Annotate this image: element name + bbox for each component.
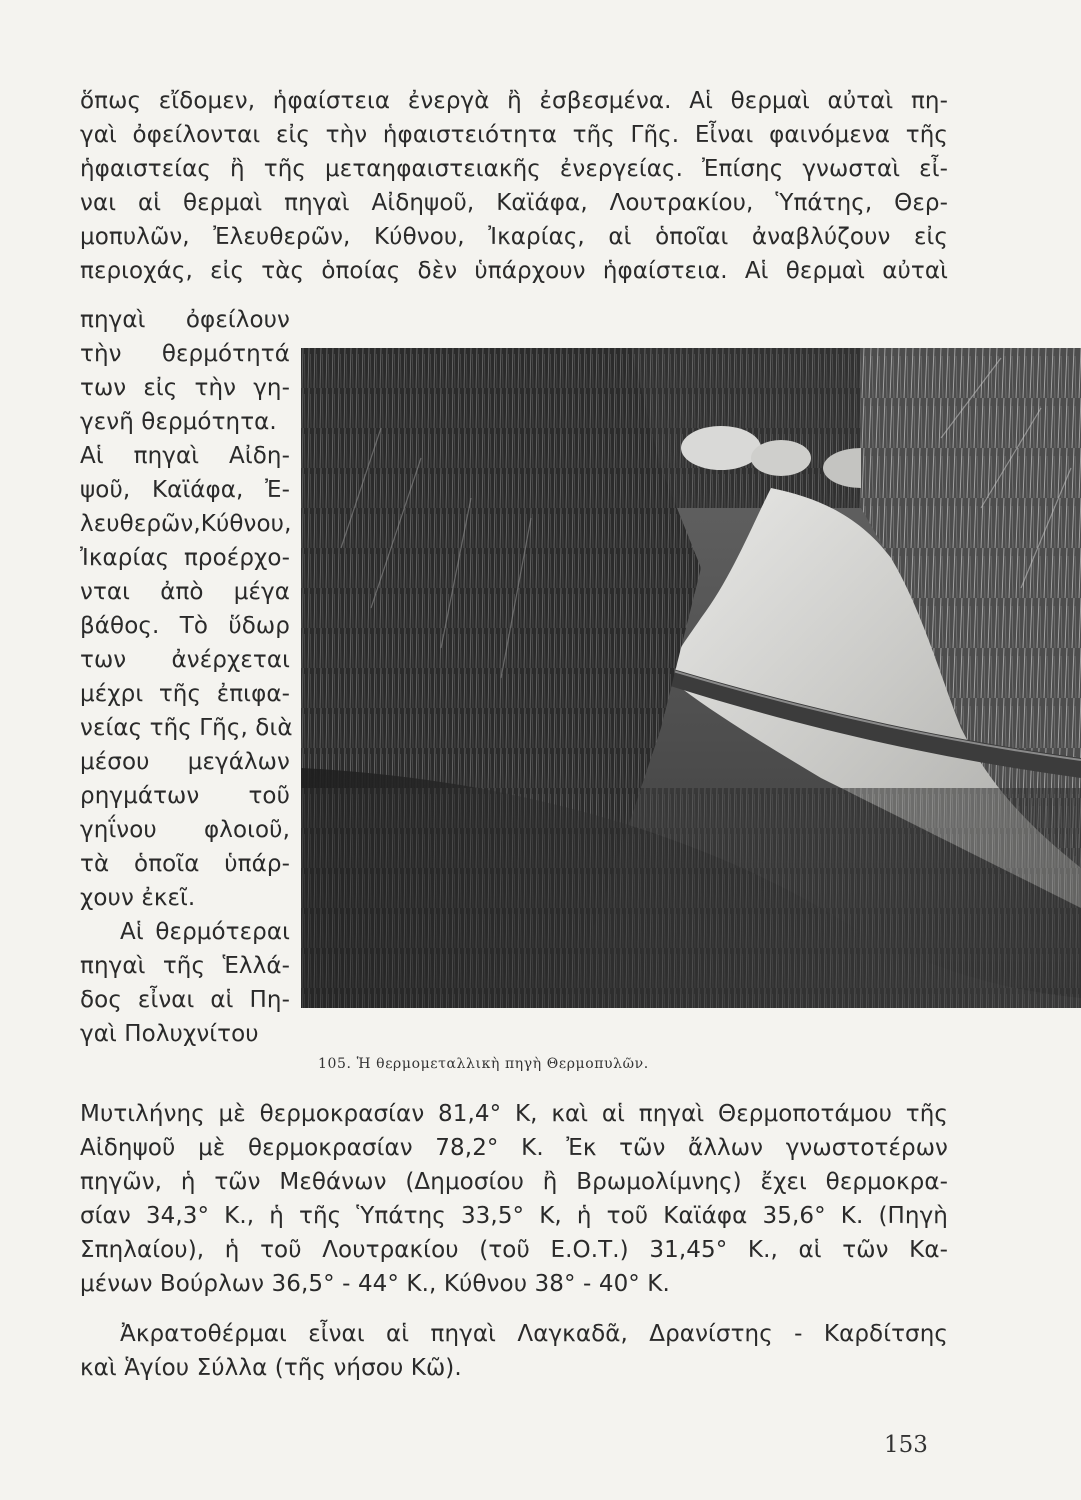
body-line: μένων Βούρλων 36,5° - 44° Κ., Κύθνου 38° - 40° Κ. xyxy=(80,1271,670,1297)
side-line: νται ἀπὸ μέγα xyxy=(80,579,290,605)
body-line: Ἀκρατοθέρμαι εἶναι αἱ πηγαὶ Λαγκαδᾶ, Δρανίστης - Καρδίτσης xyxy=(120,1321,948,1347)
side-line: ψοῦ, Καϊάφα, Ἐ- xyxy=(80,477,290,503)
side-line: χουν ἐκεῖ. xyxy=(80,885,196,911)
body-line: μοπυλῶν, Ἐλευθερῶν, Κύθνου, Ἰκαρίας, αἱ ὁποῖαι ἀναβλύζουν εἰς xyxy=(80,224,948,250)
side-line: γηΐνου φλοιοῦ, xyxy=(80,817,290,843)
side-line: μέσου μεγάλων xyxy=(80,749,290,775)
side-line: Αἱ θερμότεραι xyxy=(120,919,290,945)
body-line: σίαν 34,3° Κ., ἡ τῆς Ὑπάτης 33,5° Κ, ἡ τοῦ Καϊάφα 35,6° Κ. (Πηγὴ xyxy=(80,1203,948,1229)
side-line: των ἀνέρχεται xyxy=(80,647,290,673)
side-line: των εἰς τὴν γη- xyxy=(80,375,290,401)
side-line: βάθος. Τὸ ὕδωρ xyxy=(80,613,290,639)
side-line: Ἰκαρίας προέρχο- xyxy=(80,545,290,571)
side-line: πηγαὶ ὀφείλουν xyxy=(80,307,290,333)
side-line: τὴν θερμότητά xyxy=(80,341,290,367)
figure-caption: 105. Ἡ θερμομεταλλικὴ πηγὴ Θερμοπυλῶν. xyxy=(318,1056,649,1072)
thermal-spring-photo xyxy=(301,348,1081,1008)
page-number: 153 xyxy=(884,1432,928,1458)
side-line: γαὶ Πολυχνίτου xyxy=(80,1021,259,1047)
side-line: δος εἶναι αἱ Πη- xyxy=(80,987,290,1013)
side-line: Αἱ πηγαὶ Αἰδη- xyxy=(80,443,290,469)
side-line: πηγαὶ τῆς Ἑλλά- xyxy=(80,953,290,979)
body-line: Αἰδηψοῦ μὲ θερμοκρασίαν 78,2° Κ. Ἐκ τῶν ἄλλων γνωστοτέρων xyxy=(80,1135,948,1161)
side-line: λευθερῶν,Κύθνου, xyxy=(80,511,292,537)
body-line: γαὶ ὀφείλονται εἰς τὴν ἡφαιστειότητα τῆς Γῆς. Εἶναι φαινόμενα τῆς xyxy=(80,122,948,148)
side-line: γενῆ θερμότητα. xyxy=(80,409,277,435)
body-line: ἡφαιστείας ἢ τῆς μεταηφαιστειακῆς ἐνεργείας. Ἐπίσης γνωσταὶ εἶ- xyxy=(80,156,948,182)
body-line: ναι αἱ θερμαὶ πηγαὶ Αἰδηψοῦ, Καϊάφα, Λουτρακίου, Ὑπάτης, Θερ- xyxy=(80,190,948,216)
side-line: τὰ ὁποῖα ὑπάρ- xyxy=(80,851,290,877)
body-line: πηγῶν, ἡ τῶν Μεθάνων (Δημοσίου ἢ Βρωμολίμνης) ἔχει θερμοκρα- xyxy=(80,1169,948,1195)
side-line: ρηγμάτων τοῦ xyxy=(80,783,290,809)
side-line: μέχρι τῆς ἐπιφα- xyxy=(80,681,290,707)
body-line: περιοχάς, εἰς τὰς ὁποίας δὲν ὑπάρχουν ἡφαίστεια. Αἱ θερμαὶ αὐταὶ xyxy=(80,258,948,284)
body-line: Σπηλαίου), ἡ τοῦ Λουτρακίου (τοῦ Ε.Ο.Τ.) 31,45° Κ., αἱ τῶν Κα- xyxy=(80,1237,948,1263)
body-line: ὅπως εἴδομεν, ἡφαίστεια ἐνεργὰ ἢ ἐσβεσμένα. Αἱ θερμαὶ αὐταὶ πη- xyxy=(80,88,948,114)
body-line: καὶ Ἁγίου Σύλλα (τῆς νήσου Κῶ). xyxy=(80,1355,462,1381)
side-line: νείας τῆς Γῆς, διὰ xyxy=(80,715,293,741)
body-line: Μυτιλήνης μὲ θερμοκρασίαν 81,4° Κ, καὶ αἱ πηγαὶ Θερμοποτάμου τῆς xyxy=(80,1101,948,1127)
